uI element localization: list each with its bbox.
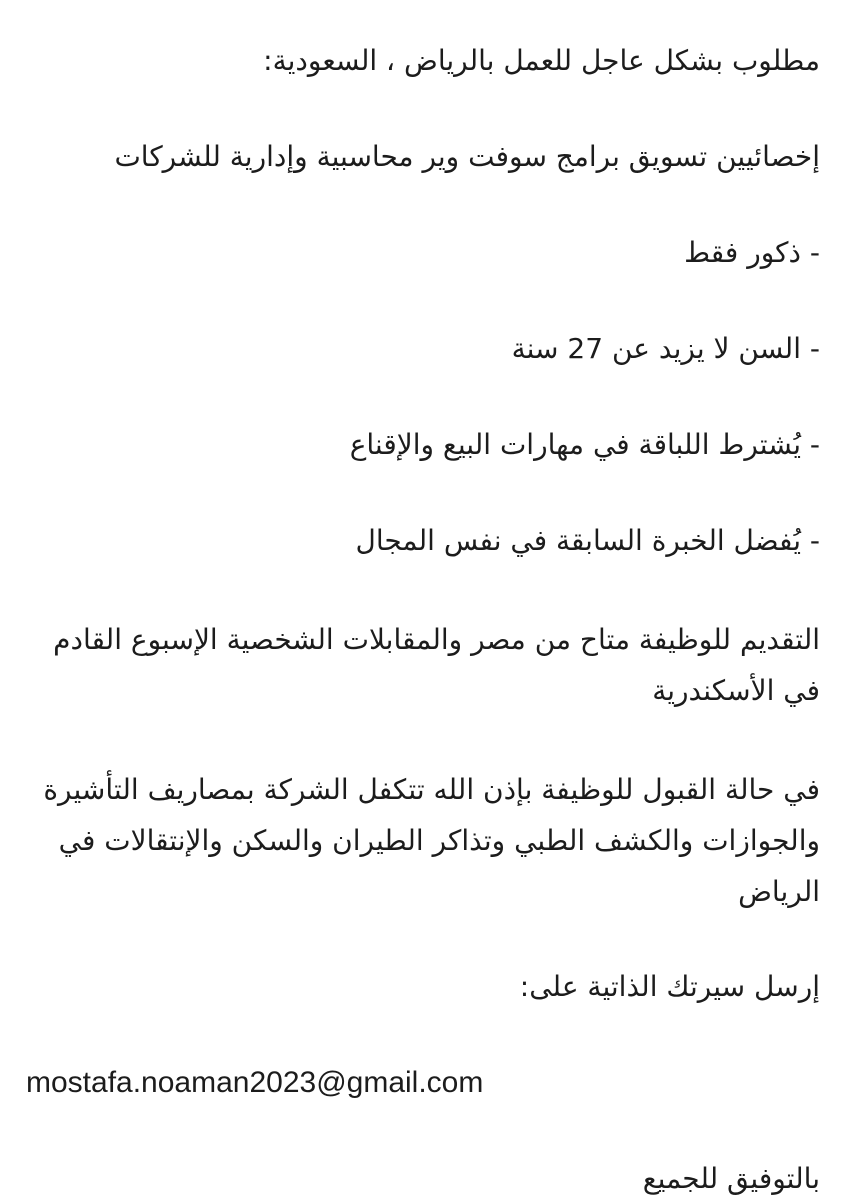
requirement-item: - يُفضل الخبرة السابقة في نفس المجال [355, 524, 820, 557]
cropped-glyph-fragment [30, 0, 60, 4]
requirement-item: - ذكور فقط [684, 236, 820, 269]
benefits-paragraph: في حالة القبول للوظيفة بإذن الله تتكفل الشركة بمصاريف التأشيرة والجوازات والكشف الطبي وتذاكر الطيران والسكن والإنتقالات في الرياض [43, 773, 820, 908]
headline: مطلوب بشكل عاجل للعمل بالرياض ، السعودية: [263, 44, 820, 77]
requirement-item: - السن لا يزيد عن 27 سنة [511, 332, 820, 365]
position-title: إخصائيين تسويق برامج سوفت وير محاسبية وإدارية للشركات [114, 140, 820, 173]
requirement-item: - يُشترط اللباقة في مهارات البيع والإقناع [349, 428, 820, 461]
application-note: التقديم للوظيفة متاح من مصر والمقابلات الشخصية الإسبوع القادم في الأسكندرية [53, 623, 820, 707]
cta-text: إرسل سيرتك الذاتية على: [519, 970, 820, 1003]
closing-text: بالتوفيق للجميع [642, 1162, 820, 1195]
contact-email[interactable]: mostafa.noaman2023@gmail.com [26, 1066, 484, 1099]
